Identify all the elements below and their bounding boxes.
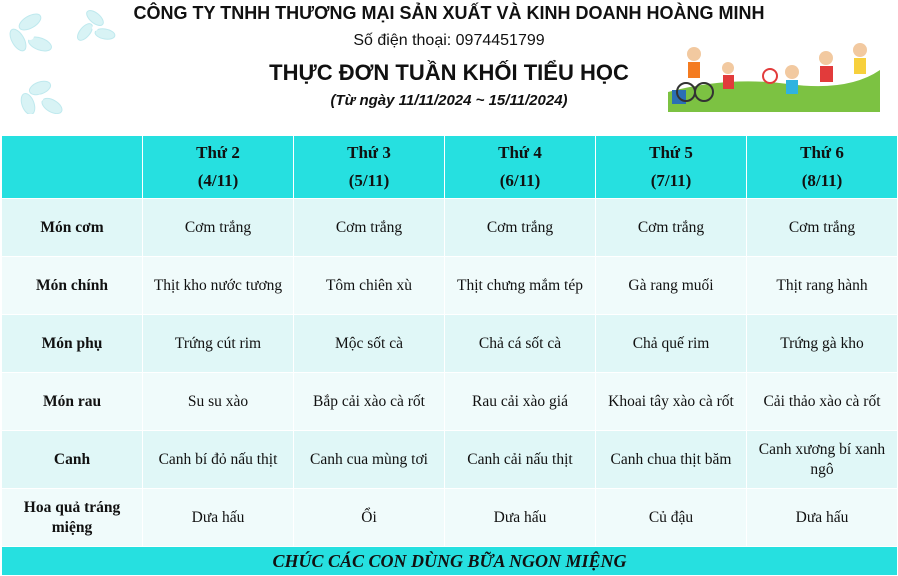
table-row	[2, 431, 898, 489]
dish-cell: Trứng gà kho	[747, 315, 898, 373]
dish-cell: Dưa hấu	[143, 489, 294, 547]
dish-cell: Chả cá sốt cà	[445, 315, 596, 373]
day-date: (5/11)	[348, 171, 390, 190]
dish-cell: Thịt chưng mắm tép	[445, 257, 596, 315]
row-label: Món cơm	[2, 199, 143, 257]
dish-cell: Cơm trắng	[596, 199, 747, 257]
date-range: (Từ ngày 11/11/2024 ~ 15/11/2024)	[330, 92, 568, 109]
day-name: Thứ 5	[649, 143, 693, 162]
dish-cell: Cơm trắng	[747, 199, 898, 257]
dish-cell: Thịt rang hành	[747, 257, 898, 315]
weekly-menu-table	[1, 114, 898, 576]
row-label: Hoa quả tráng miệng	[2, 489, 143, 547]
table-row	[2, 373, 898, 431]
row-label: Canh	[2, 431, 143, 489]
day-date: (6/11)	[499, 171, 541, 190]
dish-cell: Bắp cải xào cà rốt	[294, 373, 445, 431]
dish-cell: Canh chua thịt băm	[596, 431, 747, 489]
day-header-row	[2, 136, 898, 199]
closing-message: CHÚC CÁC CON DÙNG BỮA NGON MIỆNG	[2, 547, 898, 576]
day-header	[747, 136, 898, 199]
day-date: (4/11)	[197, 171, 239, 190]
table-row	[2, 489, 898, 547]
dish-cell: Canh cua mùng tơi	[294, 431, 445, 489]
dish-cell: Ổi	[294, 489, 445, 547]
day-header	[143, 136, 294, 199]
dish-cell: Su su xào	[143, 373, 294, 431]
table-row	[2, 199, 898, 257]
dish-cell: Tôm chiên xù	[294, 257, 445, 315]
day-name: Thứ 2	[196, 143, 240, 162]
dish-cell: Mộc sốt cà	[294, 315, 445, 373]
day-name: Thứ 3	[347, 143, 391, 162]
company-name: CÔNG TY TNHH THƯƠNG MẠI SẢN XUẤT VÀ KINH DOANH HOÀNG MINH	[133, 3, 765, 23]
dish-cell: Gà rang muối	[596, 257, 747, 315]
dish-cell: Trứng cút rim	[143, 315, 294, 373]
dish-cell: Rau cải xào giá	[445, 373, 596, 431]
spacer-row	[2, 115, 898, 136]
dish-cell: Cải thảo xào cà rốt	[747, 373, 898, 431]
day-name: Thứ 4	[498, 143, 542, 162]
dish-cell: Dưa hấu	[445, 489, 596, 547]
table-row	[2, 315, 898, 373]
day-date: (8/11)	[801, 171, 843, 190]
dish-cell: Canh cải nấu thịt	[445, 431, 596, 489]
dish-cell: Thịt kho nước tương	[143, 257, 294, 315]
row-label: Món chính	[2, 257, 143, 315]
day-date: (7/11)	[650, 171, 692, 190]
dish-cell: Dưa hấu	[747, 489, 898, 547]
day-name: Thứ 6	[800, 143, 844, 162]
phone-number: Số điện thoại: 0974451799	[353, 32, 545, 49]
dish-cell: Cơm trắng	[294, 199, 445, 257]
table-row	[2, 257, 898, 315]
dish-cell: Canh bí đỏ nấu thịt	[143, 431, 294, 489]
dish-cell: Canh xương bí xanh ngô	[747, 431, 898, 489]
menu-header	[0, 0, 898, 114]
day-header	[294, 136, 445, 199]
footer-row	[2, 547, 898, 576]
dish-cell: Chả quế rim	[596, 315, 747, 373]
row-label: Món phụ	[2, 315, 143, 373]
day-header	[596, 136, 747, 199]
dish-cell: Khoai tây xào cà rốt	[596, 373, 747, 431]
corner-cell	[2, 136, 143, 199]
children-playing-icon	[668, 40, 880, 112]
dish-cell: Cơm trắng	[445, 199, 596, 257]
dish-cell: Cơm trắng	[143, 199, 294, 257]
row-label: Món rau	[2, 373, 143, 431]
day-header	[445, 136, 596, 199]
dish-cell: Củ đậu	[596, 489, 747, 547]
menu-title: THỰC ĐƠN TUẦN KHỐI TIỂU HỌC	[269, 60, 629, 85]
